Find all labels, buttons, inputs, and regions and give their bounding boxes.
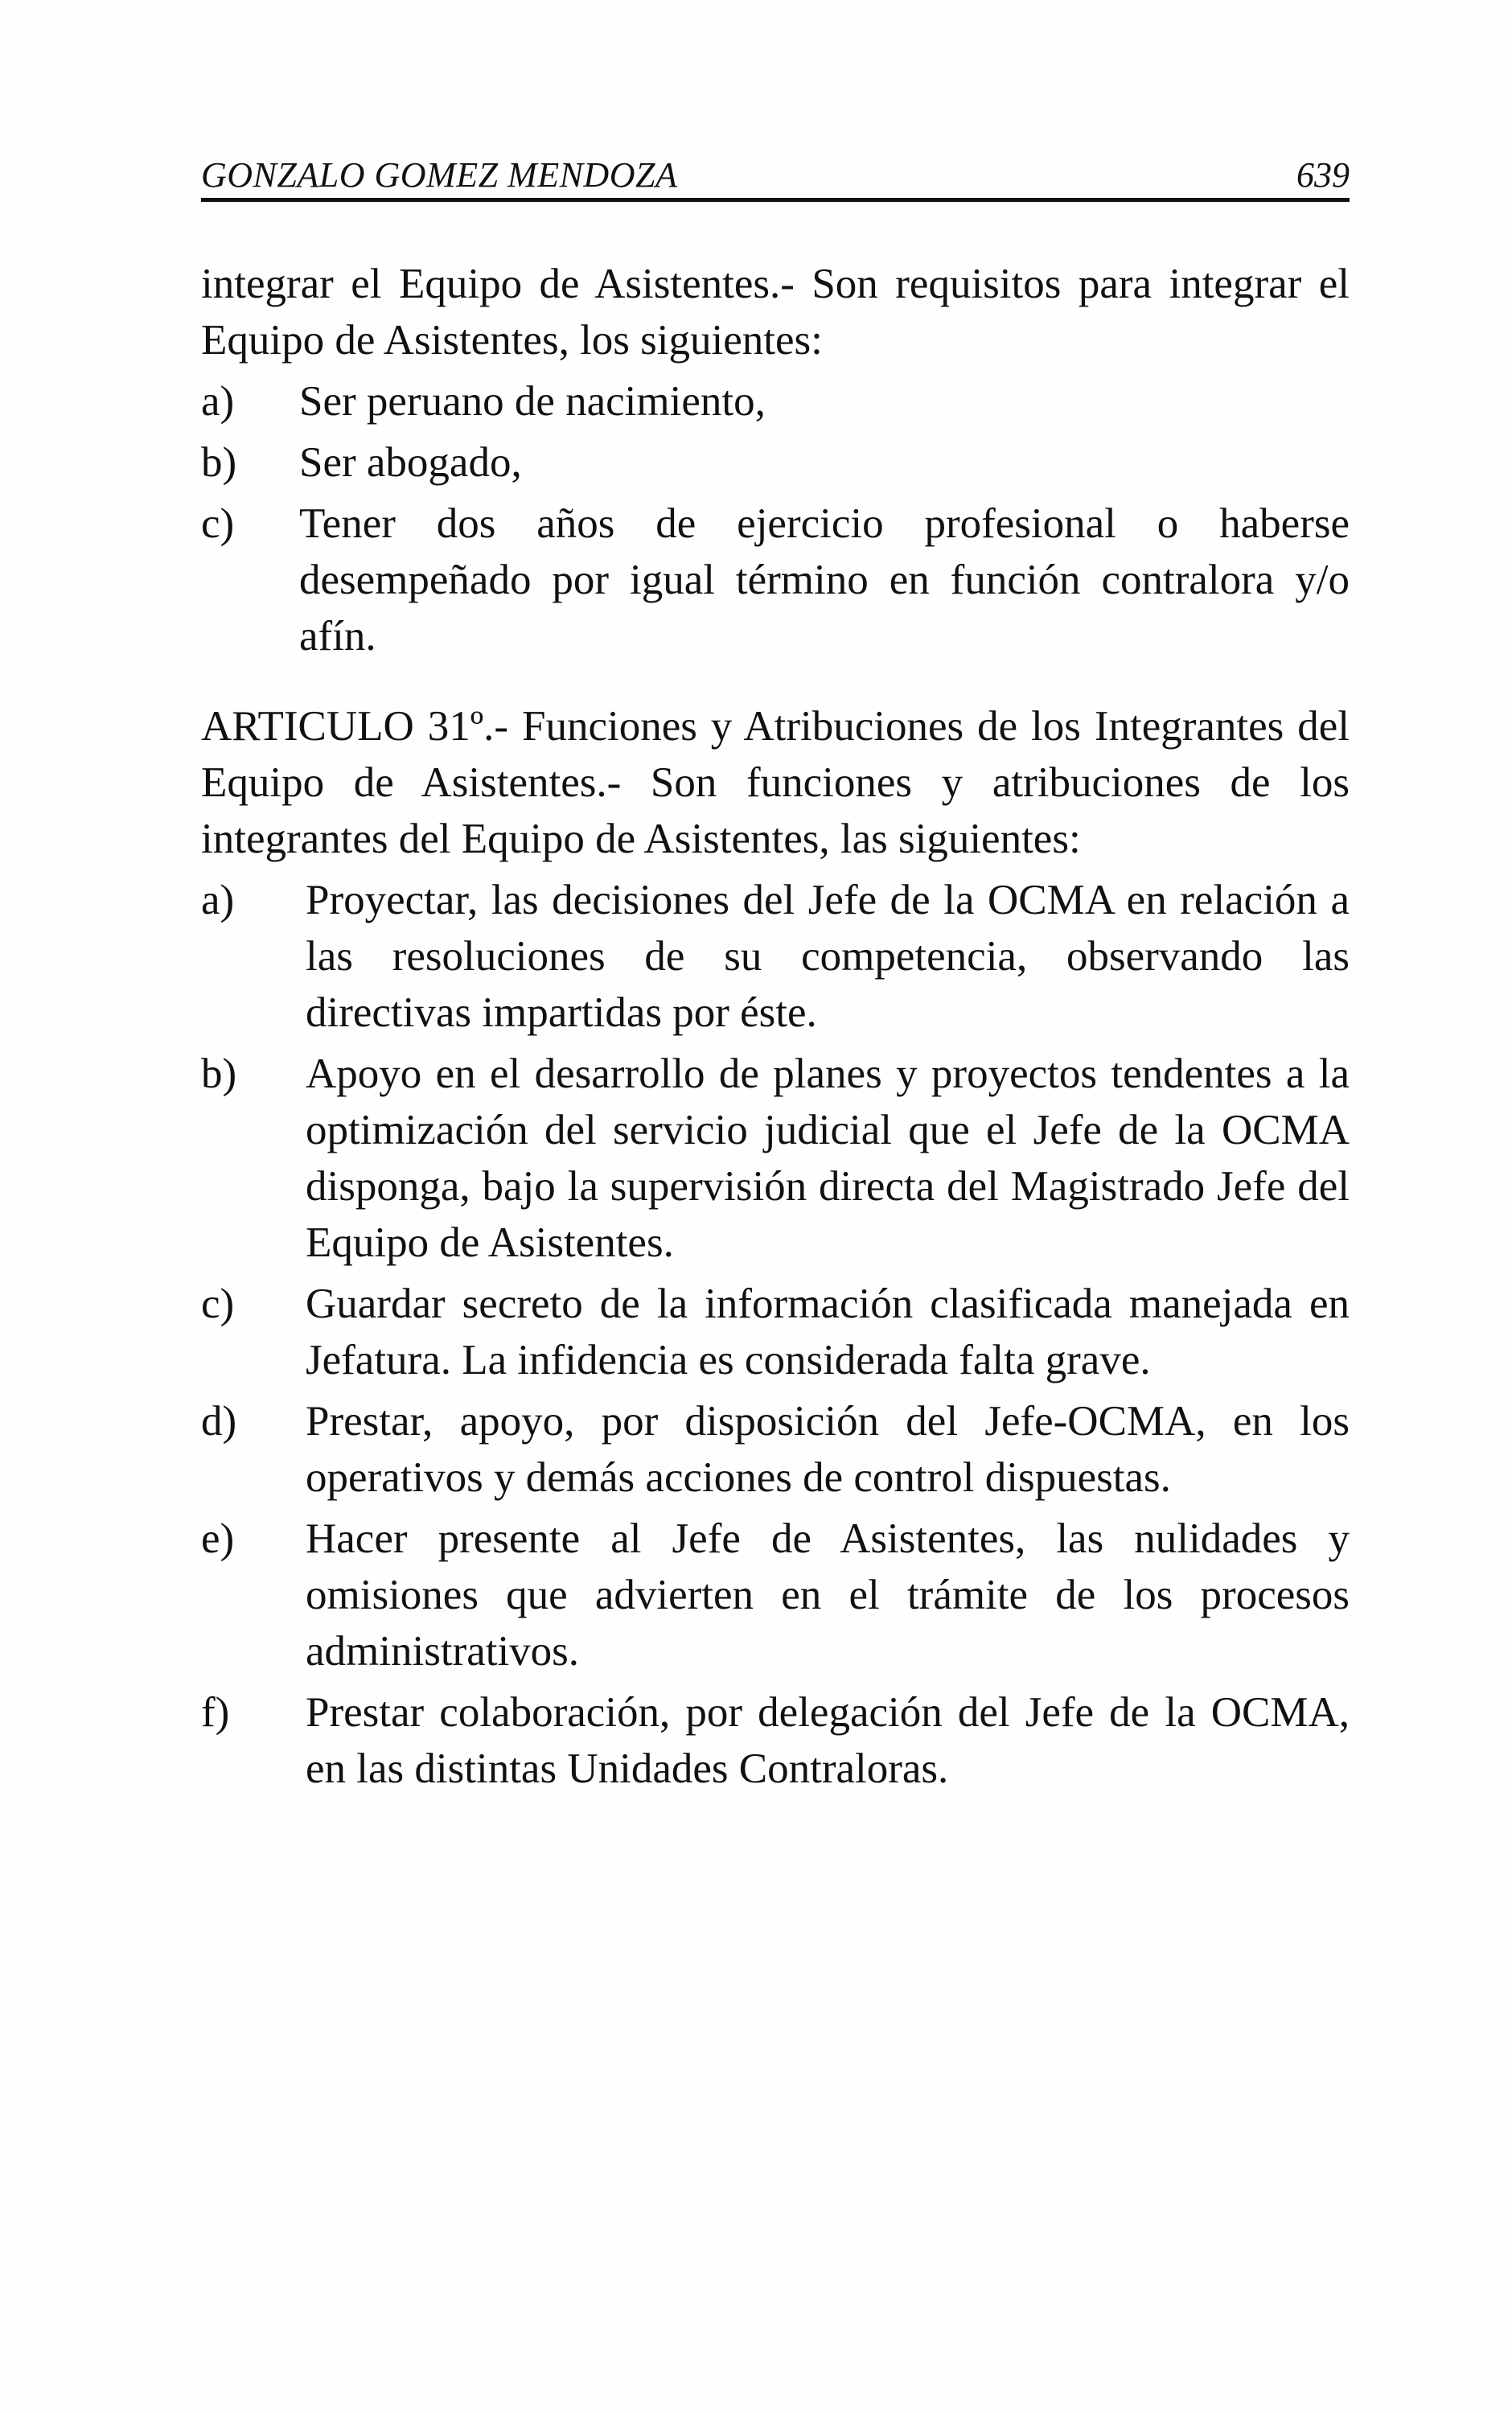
list-item-marker: b) <box>201 439 237 486</box>
list-item <box>201 1684 1350 1797</box>
running-head-author: GONZALO GOMEZ MENDOZA <box>201 155 678 195</box>
list-item-text: Guardar secreto de la información clasificada manejada en Jefatura. La infidencia es considerada falta grave. <box>306 1280 1350 1383</box>
list-item-marker: f) <box>201 1689 230 1736</box>
list-item-marker: b) <box>201 1050 237 1097</box>
list-item <box>201 373 1350 430</box>
header-rule <box>201 198 1350 202</box>
list-item <box>201 1393 1350 1506</box>
list-item-text: Hacer presente al Jefe de Asistentes, las nulidades y omisiones que advierten en el trámite de los procesos administrativos. <box>306 1515 1350 1675</box>
list-item <box>201 495 1350 664</box>
list-item-marker: c) <box>201 1280 235 1327</box>
funciones-list <box>201 872 1350 1797</box>
list-item-marker: a) <box>201 877 235 923</box>
list-item-text: Apoyo en el desarrollo de planes y proyectos tendentes a la optimización del servicio judicial que el Jefe de la OCMA disponga, bajo la supervisión directa del Magistrado Jefe del Equipo de Asistentes. <box>306 1050 1350 1266</box>
list-item-text: Prestar, apoyo, por disposición del Jefe-OCMA, en los operativos y demás acciones de control dispuestas. <box>306 1398 1350 1501</box>
article-paragraph: ARTICULO 31º.- Funciones y Atribuciones de los Integrantes del Equipo de Asistentes.- Son funciones y atribuciones de los integrantes del Equipo de Asistentes, las siguientes: <box>201 703 1350 862</box>
list-item-marker: d) <box>201 1398 237 1445</box>
list-item-text: Tener dos años de ejercicio profesional o haberse desempeñado por igual término en función contralora y/o afín. <box>299 500 1350 660</box>
list-item <box>201 1276 1350 1388</box>
list-item-marker: a) <box>201 378 235 425</box>
requisitos-list <box>201 373 1350 664</box>
list-item-text: Ser peruano de nacimiento, <box>299 378 766 425</box>
list-item-text: Ser abogado, <box>299 439 522 486</box>
body-text <box>201 256 1350 1797</box>
list-item <box>201 872 1350 1041</box>
list-item-text: Proyectar, las decisiones del Jefe de la OCMA en relación a las resoluciones de su competencia, observando las directivas impartidas por éste. <box>306 877 1350 1036</box>
list-item-text: Prestar colaboración, por delegación del Jefe de la OCMA, en las distintas Unidades Contraloras. <box>306 1689 1350 1792</box>
page-number: 639 <box>1296 155 1350 195</box>
list-item-marker: e) <box>201 1515 235 1562</box>
list-item <box>201 1511 1350 1679</box>
list-item <box>201 434 1350 491</box>
list-item-marker: c) <box>201 500 235 547</box>
running-head <box>201 154 1350 204</box>
list-item <box>201 1046 1350 1271</box>
intro-paragraph: integrar el Equipo de Asistentes.- Son requisitos para integrar el Equipo de Asistentes, los siguientes: <box>201 261 1350 364</box>
